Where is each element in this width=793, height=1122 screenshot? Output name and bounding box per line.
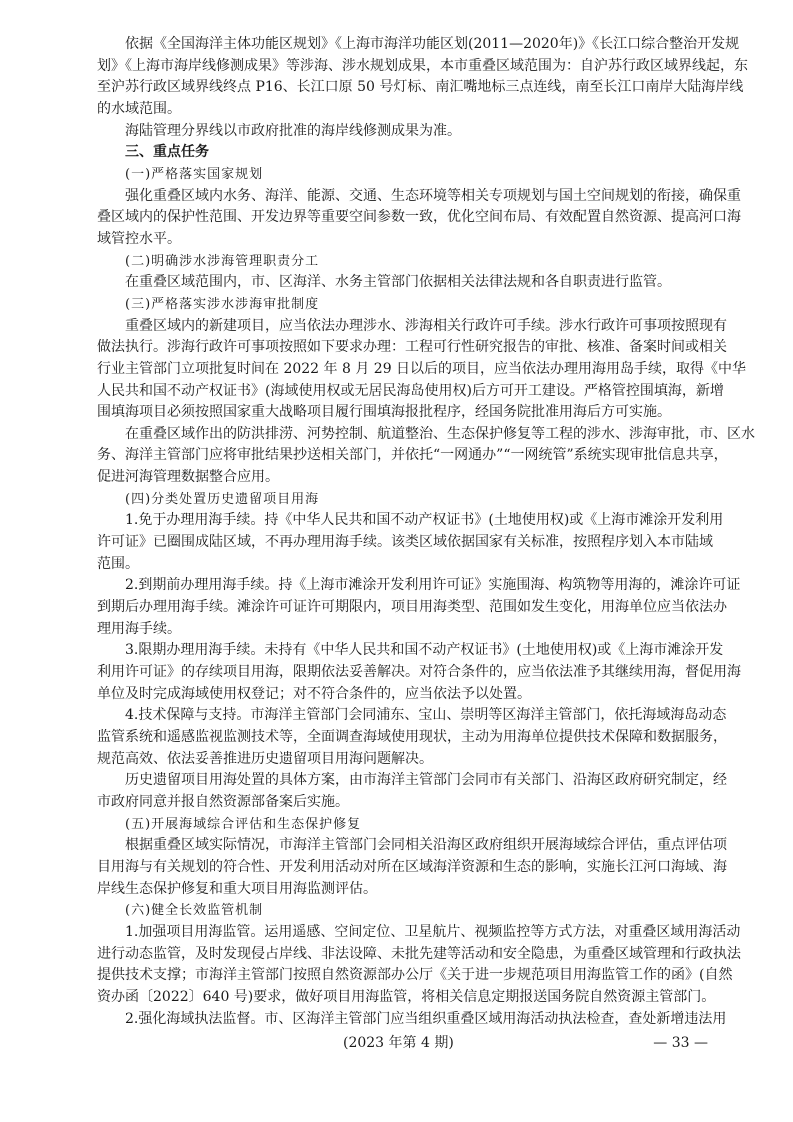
text-line: 许可证》已圈围成陆区域，不再办理用海手续。该类区域依据国家有关标准，按照程序划入本市陆域 (97, 534, 713, 551)
text-line: 行业主管部门立项批复时间在 2022 年 8 月 29 日以后的项目，应当依法办理用海用岛手续，取得《中华 (97, 360, 747, 377)
text-line: 务、海洋主管部门应将审批结果抄送相关部门，并依托“一网通办”“一网统管”系统实现审批信息共享， (97, 447, 728, 464)
text-line: 围填海项目必须按照国家重大战略项目履行围填海报批程序，经国务院批准用海后方可实施。 (97, 404, 671, 421)
subsection-heading: (五)开展海域综合评估和生态保护修复 (125, 816, 362, 832)
text-line: 根据重叠区域实际情况，市海洋主管部门会同相关沿海区政府组织开展海域综合评估，重点评估项 (125, 837, 727, 854)
text-line: 在重叠区域范围内，市、区海洋、水务主管部门依据相关法律法规和各自职责进行监管。 (125, 274, 671, 291)
text-line: 目用海与有关规划的符合性、开发利用活动对所在区域海洋资源和生态的影响，实施长江河口海域、海 (97, 858, 727, 875)
subsection-heading: (四)分类处置历史遗留项目用海 (125, 491, 320, 507)
text-line: 进行动态监管，及时发现侵占岸线、非法设障、未批先建等活动和安全隐患，为重叠区域管理和行政执法 (97, 945, 741, 962)
subsection-heading: (三)严格落实涉水涉海审批制度 (125, 296, 320, 312)
text-line: 岸线生态保护修复和重大项目用海监测评估。 (97, 880, 377, 897)
issue-label: (2023 年第 4 期) (343, 1035, 454, 1051)
text-line: 的水域范围。 (97, 100, 181, 117)
text-line: 理用海手续。 (97, 620, 181, 637)
text-line: 1.免于办理用海手续。持《中华人民共和国不动产权证书》(土地使用权)或《上海市滩涂开发利用 (125, 512, 724, 529)
text-line: 2.强化海域执法监督。市、区海洋主管部门应当组织重叠区域用海活动执法检查，查处新增违法用 (125, 1010, 727, 1027)
section-heading: 三、重点任务 (125, 144, 209, 161)
text-line: 到期后办理用海手续。滩涂许可证许可期限内，项目用海类型、范围如发生变化，用海单位应当依法办 (97, 599, 727, 616)
text-line: 2.到期前办理用海手续。持《上海市滩涂开发利用许可证》实施围海、构筑物等用海的，滩涂许可证 (125, 577, 741, 594)
subsection-heading: (六)健全长效监管机制 (125, 903, 264, 919)
text-line: 监管系统和遥感监视监测技术等，全面调查海域使用现状，主动为用海单位提供技术保障和数据服务， (97, 729, 727, 745)
text-line: 人民共和国不动产权证书》(海域使用权或无居民海岛使用权)后方可开工建设。严格管控围填海，新增 (97, 382, 724, 399)
text-line: 4.技术保障与支持。市海洋主管部门会同浦东、宝山、崇明等区海洋主管部门，依托海域海岛动态 (125, 707, 727, 724)
text-line: 促进河海管理数据整合应用。 (97, 469, 279, 486)
text-line: 叠区域内的保护性范围、开发边界等重要空间参数一致，优化空间布局、有效配置自然资源、提高河口海 (97, 209, 741, 226)
text-line: 范围。 (97, 555, 139, 572)
text-line: 至沪苏行政区域界线终点 P16、长江口原 50 号灯标、南汇嘴地标三点连线，南至长江口南岸大陆海岸线 (97, 79, 744, 96)
text-line: 依据《全国海洋主体功能区规划》《上海市海洋功能区划(2011—2020年)》《长江口综合整治开发规 (125, 36, 740, 52)
text-line: 历史遗留项目用海处置的具体方案，由市海洋主管部门会同市有关部门、沿海区政府研究制定，经 (125, 772, 727, 789)
text-line: 1.加强项目用海监管。运用遥感、空间定位、卫星航片、视频监控等方式方法，对重叠区域用海活动 (125, 923, 741, 940)
subsection-heading: (一)严格落实国家规划 (125, 166, 264, 182)
text-line: 提供技术支撑；市海洋主管部门按照自然资源部办公厅《关于进一步规范项目用海监管工作的函》(自然 (97, 967, 733, 984)
page-number: — 33 — (653, 1035, 708, 1051)
page-footer (97, 1032, 708, 1054)
text-line: 域管控水平。 (97, 230, 181, 247)
text-line: 市政府同意并报自然资源部备案后实施。 (97, 793, 349, 810)
text-line: 海陆管理分界线以市政府批准的海岸线修测成果为准。 (125, 122, 461, 139)
text-line: 划》《上海市海岸线修测成果》等涉海、涉水规划成果，本市重叠区域范围为：自沪苏行政区域界线起，东 (97, 57, 748, 74)
text-line: 单位及时完成海域使用权登记；对不符合条件的，应当依法予以处置。 (97, 685, 531, 702)
text-line: 做法执行。涉海行政许可事项按照如下要求办理：工程可行性研究报告的审批、核准、备案时间或相关 (97, 339, 727, 356)
text-line: 在重叠区域作出的防洪排涝、河势控制、航道整治、生态保护修复等工程的涉水、涉海审批，市、区水 (125, 425, 755, 442)
text-line: 规范高效、依法妥善推进历史遗留项目用海问题解决。 (97, 750, 433, 767)
text-line: 利用许可证》的存续项目用海，限期依法妥善解决。对符合条件的，应当依法准予其继续用海，督促用海 (97, 664, 741, 681)
subsection-heading: (二)明确涉水涉海管理职责分工 (125, 253, 320, 269)
text-line: 强化重叠区域内水务、海洋、能源、交通、生态环境等相关专项规划与国土空间规划的衔接，确保重 (125, 187, 741, 204)
text-line: 资办函〔2022〕640 号)要求，做好项目用海监管，将相关信息定期报送国务院自然资源主管部门。 (97, 988, 716, 1005)
text-line: 重叠区域内的新建项目，应当依法办理涉水、涉海相关行政许可手续。涉水行政许可事项按照现有 (125, 317, 727, 334)
document-body (97, 34, 755, 1030)
text-line: 3.限期办理用海手续。未持有《中华人民共和国不动产权证书》(土地使用权)或《上海市滩涂开发 (125, 642, 724, 659)
